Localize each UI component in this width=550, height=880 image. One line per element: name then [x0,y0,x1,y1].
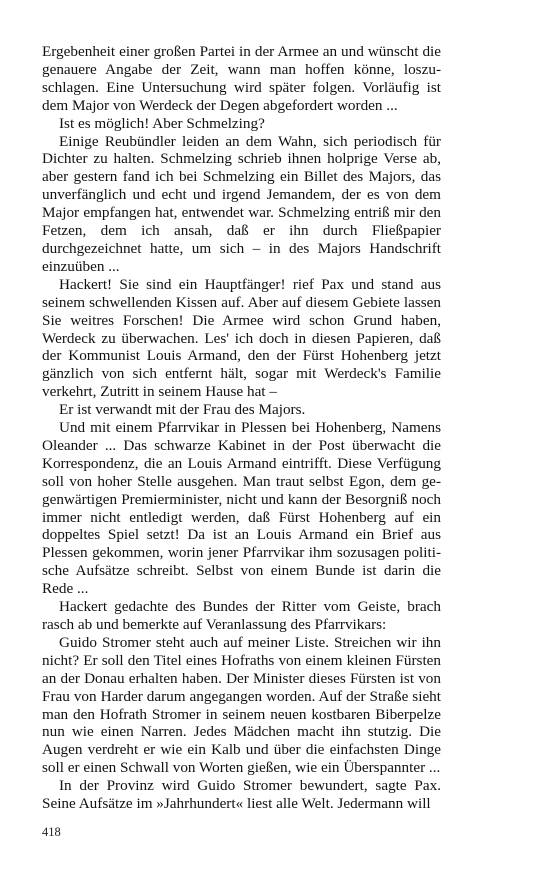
paragraph-4: Hackert! Sie sind ein Hauptfänger! rief Pax und stand aus seinem schwellenden Kissen auf. Aber auf diesem Gebiete lassen Sie weitres Forschen! Die Armee wird schon Grund haben, Werdeck zu überwachen. Les' ich doch in diesen Papieren, daß der Kommunist Louis Armand, den der Fürst Hohenberg jetzt gänzlich von sich entfernt hält, sogar mit Werdeck's Familie verkehrt, Zutritt in seinem Hause hat – [42,275,441,401]
paragraph-1: Ergebenheit einer großen Partei in der Armee an und wünscht die genauere Angabe der Zeit, wann man hoffen könne, loszuschlagen. Eine Untersuchung wird später folgen. Vorläufig ist dem Major von Werdeck der Degen abgefordert worden ... [42,43,441,114]
paragraph-2: Ist es möglich! Aber Schmelzing? [59,114,265,132]
paragraph-6: Und mit einem Pfarrvikar in Plessen bei Hohenberg, Namens Oleander ... Das schwarze Kabinet in der Post überwacht die Korrespondenz, die an Louis Armand eintrifft. Diese Verfügung soll von hoher Stelle ausgehen. Man traut selbst Egon, dem gegenwärtigen Premierminister, nicht und kann der Besorgniß noch immer nicht entledigt werden, daß Fürst Hohenberg auf ein doppeltes Spiel setzt! Da ist an Louis Armand ein Brief aus Plessen gekommen, worin jener Pfarrvikar ihm sozusagen politische Aufsätze schreibt. Selbst von einem Bunde ist darin die Rede ... [42,419,441,598]
paragraph-5: Er ist verwandt mit der Frau des Majors. [59,401,306,419]
paragraph-9: In der Provinz wird Guido Stromer bewundert, sagte Pax. Seine Aufsätze im »Jahrhundert« liest alle Welt. Jedermann will [42,777,441,813]
page-number: 418 [42,825,61,839]
paragraph-3: Einige Reubündler leiden an dem Wahn, sich periodisch für Dichter zu halten. Schmelzing schrieb ihnen holprige Verse ab, aber gestern fand ich bei Schmelzing ein Billet des Majors, das unverfänglich und echt und irgend Jemandem, der es von dem Major empfangen hat, entwendet war. Schmelzing entriß mir den Fetzen, dem ich ansah, daß er ihn durch Fließpapier durchgezeichnet hatte, um sich – in des Majors Handschrift einzuüben ... [42,132,441,275]
paragraph-8: Guido Stromer steht auch auf meiner Liste. Streichen wir ihn nicht? Er soll den Titel eines Hofraths von einem kleinen Fürsten an der Donau erhalten haben. Der Minister dieses Fürsten ist von Frau von Harder darum angegangen worden. Auf der Straße sieht man den Hofrath Stromer in seinem neuen kostbaren Biberpelze nun wie einen Narren. Jedes Mädchen macht ihn stutzig. Die Augen verdreht er wie ein Kalb und über die einfachsten Dinge soll er einen Schwall von Worten gießen, wie ein Überspannter ... [42,633,441,777]
body-text [42,43,441,813]
paragraph-7: Hackert gedachte des Bundes der Ritter vom Geiste, brach rasch ab und bemerkte auf Veranlassung des Pfarrvikars: [42,598,441,633]
